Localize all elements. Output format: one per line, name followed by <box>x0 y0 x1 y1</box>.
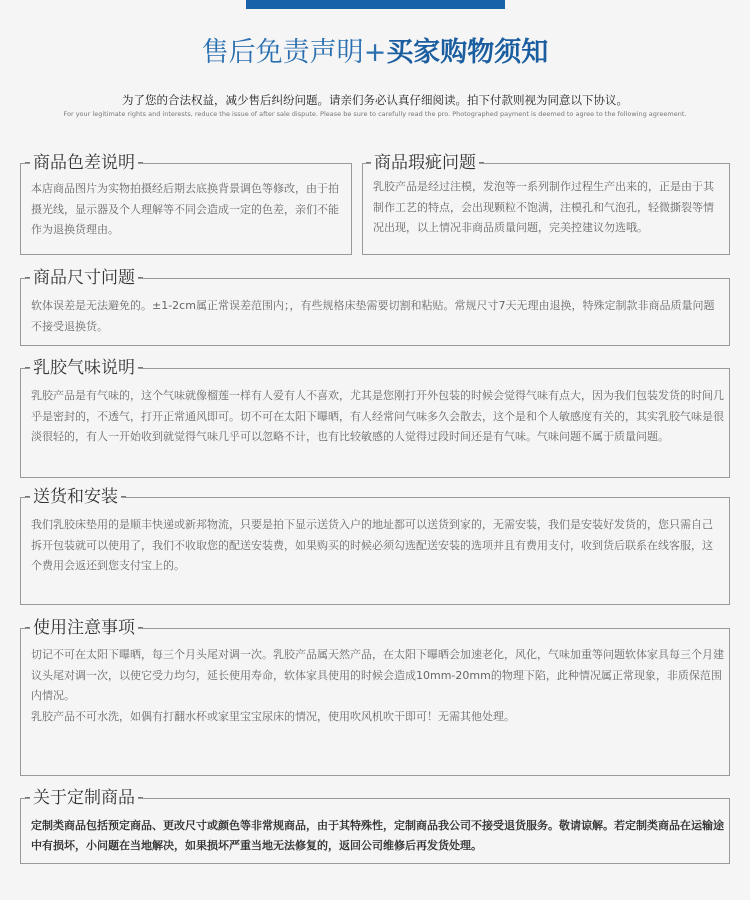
title-plus: + <box>363 37 387 68</box>
section-body-usage-notes <box>31 645 729 727</box>
section-paragraph: 乳胶产品是经过注模，发泡等一系列制作过程生产出来的，正是由于其制作工艺的特点，会出现颗粒不饱满，注模孔和气泡孔，轻微撕裂等情况出现，以上情况非商品质量问题，完美控建议勿选哦。 <box>373 180 714 234</box>
section-heading-latex-smell: 乳胶气味说明 <box>30 358 138 378</box>
title-buyer-notice: 买家购物须知 <box>386 37 549 68</box>
section-paragraph: 乳胶产品是有气味的，这个气味就像榴莲一样有人爱有人不喜欢，尤其是您刚打开外包装的时候会觉得气味有点大，因为我们包装发货的时间几乎是密封的，不透气，打开正常通风即可。切不可在太阳下曝晒，有人经常问气味多久会散去，这个是和个人敏感度有关的，其实乳胶气味是很淡很轻的，有人一开始收到就觉得气味几乎可以忽略不计，也有比较敏感的人觉得过段时间还是有气味。气味问题不属于质量问题。 <box>31 389 724 443</box>
section-heading-size: 商品尺寸问题 <box>30 268 138 288</box>
section-heading-usage-notes: 使用注意事项 <box>30 618 138 638</box>
section-heading-delivery: 送货和安装 <box>30 487 121 507</box>
section-paragraph: 切记不可在太阳下曝晒，每三个月头尾对调一次。乳胶产品属天然产品，在太阳下曝晒会加速老化，风化，气味加重等问题软体家具每三个月建议头尾对调一次，以使它受力均匀，延长使用寿命，软体家具使用的时候会造成10mm-20mm的物理下陷，此种情况属正常现象，非质保范围内情况。 <box>31 648 724 702</box>
section-body-color-difference <box>31 179 346 241</box>
section-body-custom-products <box>31 816 726 856</box>
section-body-latex-smell <box>31 386 726 448</box>
section-heading-color-difference: 商品色差说明 <box>30 153 138 173</box>
section-paragraph: 定制类商品包括预定商品、更改尺寸或颜色等非常规商品，由于其特殊性，定制商品我公司不接受退货服务。敬请谅解。若定制类商品在运输途中有损坏，小问题在当地解决，如果损坏严重当地无法修复的，返回公司维修后再发货处理。 <box>31 819 724 852</box>
section-body-product-flaws <box>373 177 723 239</box>
section-body-delivery <box>31 515 721 577</box>
top-accent-bar <box>246 0 505 9</box>
section-body-size <box>31 296 721 337</box>
intro-text: 为了您的合法权益，减少售后纠纷问题。请亲们务必认真仔细阅读。拍下付款则视为同意以下协议。 <box>122 93 628 107</box>
section-paragraph: 我们乳胶床垫用的是顺丰快递或新邦物流，只要是拍下显示送货入户的地址都可以送货到家的，无需安装，我们是安装好发货的，您只需自己拆开包装就可以使用了，我们不收取您的配送安装费，如果购买的时候必须勾选配送安装的选项并且有费用支付，收到货后联系在线客服，这个费用会返还到您支付宝上的。 <box>31 518 713 572</box>
section-paragraph: 软体误差是无法避免的。±1-2cm属正常误差范围内；，有些规格床垫需要切割和粘贴。常规尺寸7天无理由退换，特殊定制款非商品质量问题不接受退换货。 <box>31 299 715 333</box>
section-heading-product-flaws: 商品瑕疵问题 <box>371 153 479 173</box>
section-heading-custom-products: 关于定制商品 <box>30 788 138 808</box>
page-title <box>0 35 750 71</box>
intro-text-english: For your legitimate rights and interests, reduce the issue of after sale dispute. Please be sure to carefully read the pro. Photographed payment is deemed to agree to the following agreement. <box>63 110 687 118</box>
section-paragraph: 本店商品图片为实物拍摄经后期去底换背景调色等修改，由于拍摄光线，显示器及个人理解等不同会造成一定的色差，亲们不能作为退换货理由。 <box>31 182 339 236</box>
section-paragraph: 乳胶产品不可水洗，如偶有打翻水杯或家里宝宝尿床的情况，使用吹风机吹干即可！无需其他处理。 <box>31 709 515 723</box>
title-disclaimer: 售后免责声明 <box>201 37 364 68</box>
